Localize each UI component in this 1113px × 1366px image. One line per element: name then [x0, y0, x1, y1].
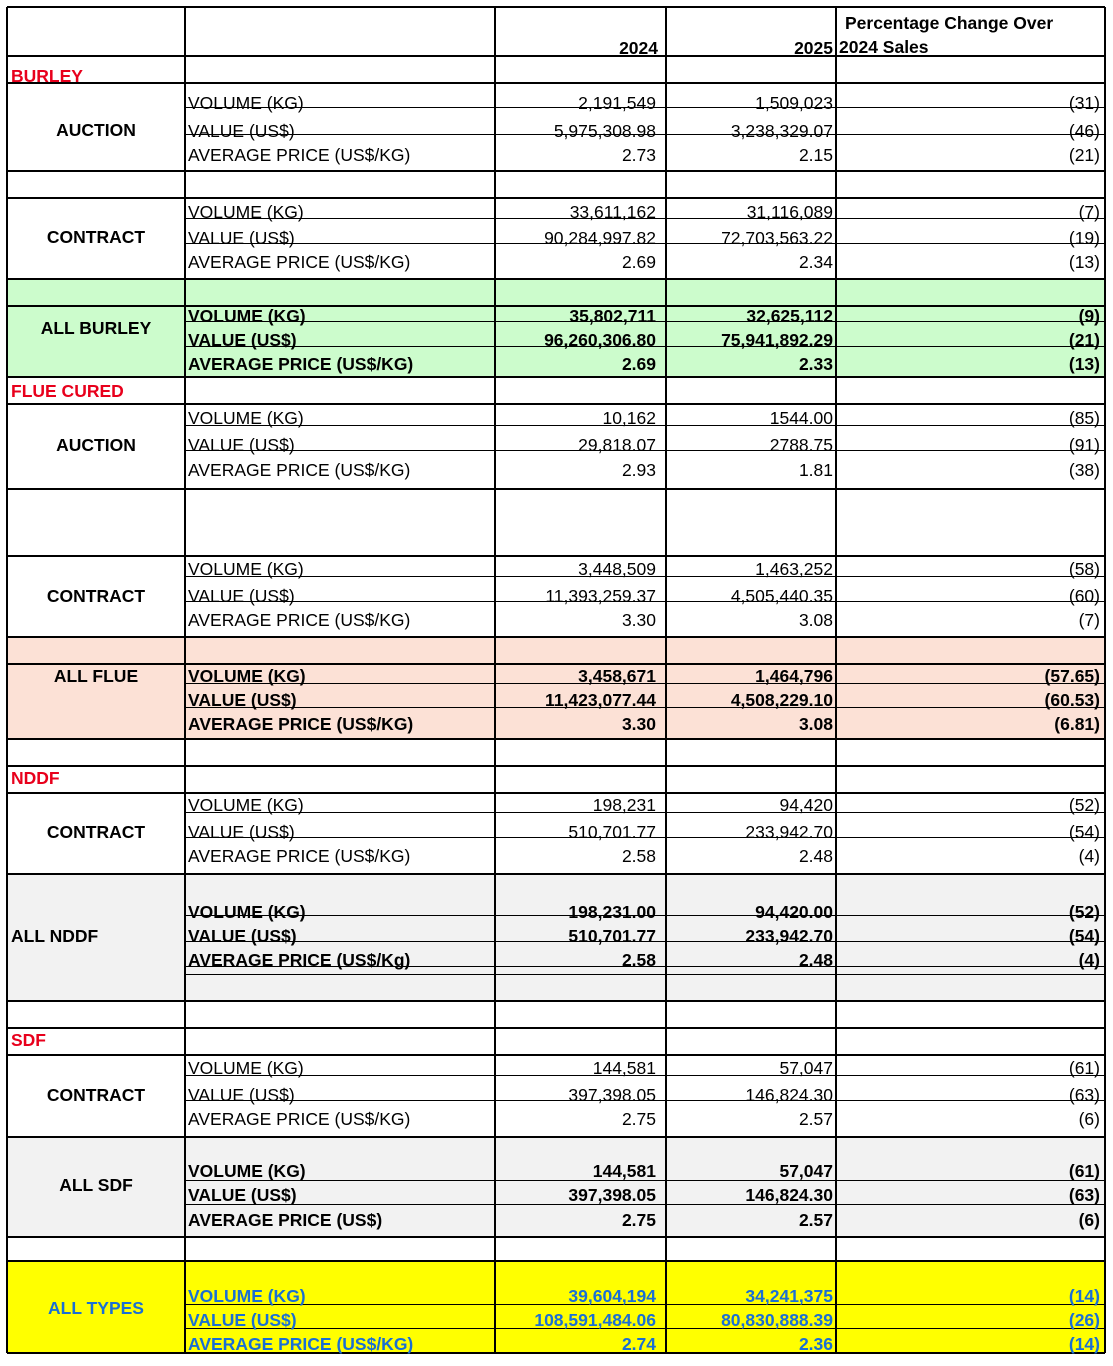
grid-vline [184, 7, 186, 1353]
value-2025: 2.34 [798, 252, 833, 272]
grid-hline [7, 197, 1105, 199]
value-2024: 2.69 [621, 252, 656, 272]
value-2024: 144,581 [592, 1161, 656, 1181]
grid-row-separator [185, 974, 1105, 975]
value-2025: 2.15 [798, 145, 833, 165]
value-2024: 3.30 [621, 610, 656, 630]
metric-label: AVERAGE PRICE (US$/KG) [188, 460, 411, 480]
value-2025: 2.33 [798, 354, 833, 374]
metric-label: VALUE (US$) [188, 822, 295, 842]
value-2025: 233,942.70 [745, 926, 833, 946]
pct-change: (6.81) [1054, 714, 1100, 734]
contract-label: CONTRACT [46, 586, 146, 606]
pct-change: (7) [1078, 202, 1100, 222]
grid-hline [7, 792, 1105, 794]
value-2024: 11,423,077.44 [545, 690, 656, 710]
pct-change: (9) [1078, 306, 1100, 326]
pct-change: (19) [1068, 228, 1100, 248]
value-2025: 34,241,375 [745, 1286, 833, 1306]
value-2024: 3.30 [621, 714, 656, 734]
value-2025: 3.08 [798, 610, 833, 630]
all-sdf-label: ALL SDF [59, 1175, 133, 1195]
grid-hline [7, 1027, 1105, 1029]
grid-hline [7, 1054, 1105, 1056]
value-2024: 2.69 [621, 354, 656, 374]
metric-label: VALUE (US$) [188, 121, 295, 141]
metric-label: VALUE (US$) [188, 435, 295, 455]
pct-change: (31) [1068, 93, 1100, 113]
value-2024: 90,284,997.82 [544, 228, 656, 248]
grid-hline [7, 305, 1105, 307]
value-2025: 2.48 [798, 846, 833, 866]
metric-label: VOLUME (KG) [188, 795, 304, 815]
pct-change: (26) [1068, 1310, 1100, 1330]
value-2024: 397,398.05 [568, 1085, 656, 1105]
value-2024: 2.58 [621, 950, 656, 970]
metric-label: VALUE (US$) [188, 1185, 297, 1205]
value-2025: 1,509,023 [755, 93, 833, 113]
grid-hline [7, 738, 1105, 740]
contract-label: CONTRACT [46, 1085, 146, 1105]
value-2025: 80,830,888.39 [721, 1310, 833, 1330]
metric-label: AVERAGE PRICE (US$/KG) [188, 1109, 411, 1129]
metric-label: AVERAGE PRICE (US$/KG) [188, 1334, 414, 1354]
metric-label: VOLUME (KG) [188, 1161, 306, 1181]
value-2024: 108,591,484.06 [534, 1310, 656, 1330]
section-title-nddf: NDDF [11, 768, 60, 788]
value-2025: 1544.00 [769, 408, 833, 428]
value-2025: 94,420.00 [755, 902, 833, 922]
value-2025: 2.36 [798, 1334, 833, 1354]
grid-hline [7, 1260, 1105, 1262]
pct-change: (54) [1068, 926, 1100, 946]
grid-hline [7, 403, 1105, 405]
value-2024: 510,701.77 [568, 926, 656, 946]
tobacco-sales-table [7, 7, 1105, 1353]
auction-label: AUCTION [56, 435, 136, 455]
grid-hline [7, 663, 1105, 665]
value-2024: 397,398.05 [568, 1185, 656, 1205]
metric-label: VOLUME (KG) [188, 666, 306, 686]
grid-hline [7, 278, 1105, 280]
value-2025: 233,942.70 [745, 822, 833, 842]
value-2025: 2788.75 [769, 435, 833, 455]
value-2025: 4,505,440.35 [730, 586, 833, 606]
metric-label: AVERAGE PRICE (US$/KG) [188, 610, 411, 630]
pct-change: (14) [1068, 1334, 1100, 1354]
pct-change: (21) [1068, 330, 1100, 350]
pct-change: (21) [1068, 145, 1100, 165]
grid-hline [7, 555, 1105, 557]
pct-change: (38) [1068, 460, 1100, 480]
section-title-burley: BURLEY [11, 66, 83, 86]
metric-label: VALUE (US$) [188, 586, 295, 606]
all-types-label: ALL TYPES [48, 1298, 144, 1318]
column-header-2024: 2024 [619, 38, 658, 58]
metric-label: AVERAGE PRICE (US$) [188, 1210, 383, 1230]
value-2024: 11,393,259.37 [545, 586, 656, 606]
grid-vline [665, 7, 667, 1353]
pct-change: (85) [1068, 408, 1100, 428]
metric-label: VOLUME (KG) [188, 1058, 304, 1078]
pct-change: (54) [1068, 822, 1100, 842]
pct-change: (6) [1078, 1210, 1100, 1230]
value-2024: 2.75 [621, 1109, 656, 1129]
value-2025: 1,464,796 [755, 666, 833, 686]
metric-label: AVERAGE PRICE (US$/Kg) [188, 950, 411, 970]
section-title-sdf: SDF [11, 1030, 46, 1050]
column-header-2025: 2025 [794, 38, 833, 58]
value-2024: 2.93 [621, 460, 656, 480]
metric-label: VOLUME (KG) [188, 306, 306, 326]
value-2025: 57,047 [779, 1161, 833, 1181]
pct-change: (63) [1068, 1085, 1100, 1105]
value-2025: 146,824.30 [745, 1185, 833, 1205]
all-nddf-label: ALL NDDF [11, 926, 99, 946]
pct-change: (46) [1068, 121, 1100, 141]
value-2024: 2.75 [621, 1210, 656, 1230]
value-2024: 2.74 [621, 1334, 656, 1354]
pct-change: (14) [1068, 1286, 1100, 1306]
contract-label: CONTRACT [46, 822, 146, 842]
value-2025: 72,703,563.22 [721, 228, 833, 248]
value-2024: 29,818.07 [578, 435, 656, 455]
value-2024: 198,231.00 [568, 902, 656, 922]
pct-change: (4) [1078, 846, 1100, 866]
metric-label: VOLUME (KG) [188, 559, 304, 579]
value-2024: 144,581 [592, 1058, 656, 1078]
value-2025: 57,047 [779, 1058, 833, 1078]
value-2025: 32,625,112 [746, 306, 833, 326]
metric-label: VOLUME (KG) [188, 1286, 306, 1306]
pct-change: (4) [1078, 950, 1100, 970]
value-2024: 3,458,671 [578, 666, 656, 686]
value-2024: 3,448,509 [578, 559, 656, 579]
metric-label: AVERAGE PRICE (US$/KG) [188, 145, 411, 165]
pct-change: (60.53) [1044, 690, 1100, 710]
metric-label: VOLUME (KG) [188, 202, 304, 222]
value-2025: 146,824.30 [745, 1085, 833, 1105]
value-2025: 1.81 [798, 460, 833, 480]
metric-label: VOLUME (KG) [188, 93, 304, 113]
value-2025: 2.48 [798, 950, 833, 970]
pct-change: (13) [1068, 354, 1100, 374]
metric-label: VOLUME (KG) [188, 408, 304, 428]
section-title-flue-cured: FLUE CURED [11, 381, 124, 401]
pct-change: (57.65) [1044, 666, 1100, 686]
pct-change: (7) [1078, 610, 1100, 630]
column-header-pct-line2: 2024 Sales [839, 37, 929, 57]
grid-hline [7, 765, 1105, 767]
value-2024: 39,604,194 [568, 1286, 656, 1306]
metric-label: AVERAGE PRICE (US$/KG) [188, 354, 414, 374]
value-2025: 1,463,252 [755, 559, 833, 579]
contract-label: CONTRACT [46, 227, 146, 247]
value-2024: 35,802,711 [569, 306, 656, 326]
pct-change: (52) [1068, 902, 1100, 922]
grid-vline [835, 7, 837, 1353]
pct-change: (13) [1068, 252, 1100, 272]
pct-change: (6) [1078, 1109, 1100, 1129]
value-2024: 2.58 [621, 846, 656, 866]
value-2024: 510,701.77 [568, 822, 656, 842]
value-2025: 2.57 [798, 1210, 833, 1230]
pct-change: (52) [1068, 795, 1100, 815]
pct-change: (60) [1068, 586, 1100, 606]
grid-hline [7, 170, 1105, 172]
grid-hline [7, 6, 1105, 8]
pct-change: (63) [1068, 1185, 1100, 1205]
value-2025: 31,116,089 [746, 202, 833, 222]
metric-label: VALUE (US$) [188, 926, 297, 946]
value-2024: 33,611,162 [569, 202, 656, 222]
grid-vline [6, 7, 8, 1353]
metric-label: VALUE (US$) [188, 1085, 295, 1105]
pct-change: (91) [1068, 435, 1100, 455]
value-2025: 2.57 [798, 1109, 833, 1129]
metric-label: VALUE (US$) [188, 330, 297, 350]
metric-label: VALUE (US$) [188, 690, 297, 710]
metric-label: VALUE (US$) [188, 1310, 297, 1330]
grid-hline [7, 376, 1105, 378]
metric-label: AVERAGE PRICE (US$/KG) [188, 252, 411, 272]
value-2024: 198,231 [592, 795, 656, 815]
grid-hline [7, 873, 1105, 875]
value-2024: 2.73 [621, 145, 656, 165]
metric-label: AVERAGE PRICE (US$/KG) [188, 846, 411, 866]
value-2025: 3.08 [798, 714, 833, 734]
grid-hline [7, 636, 1105, 638]
auction-label: AUCTION [56, 120, 136, 140]
grid-vline [1104, 7, 1106, 1353]
pct-change: (58) [1068, 559, 1100, 579]
value-2025: 4,508,229.10 [730, 690, 833, 710]
all-flue-label: ALL FLUE [53, 666, 139, 686]
grid-hline [7, 1236, 1105, 1238]
grid-vline [494, 7, 496, 1353]
value-2025: 3,238,329.07 [730, 121, 833, 141]
value-2024: 2,191,549 [578, 93, 656, 113]
value-2024: 5,975,308.98 [553, 121, 656, 141]
value-2025: 75,941,892.29 [721, 330, 833, 350]
pct-change: (61) [1068, 1058, 1100, 1078]
grid-hline [7, 488, 1105, 490]
column-header-pct-line1: Percentage Change Over [845, 13, 1054, 33]
metric-label: AVERAGE PRICE (US$/KG) [188, 714, 414, 734]
value-2024: 96,260,306.80 [544, 330, 656, 350]
all-burley-label: ALL BURLEY [40, 318, 152, 338]
value-2025: 94,420 [779, 795, 833, 815]
grid-hline [7, 1136, 1105, 1138]
grid-hline [7, 1000, 1105, 1002]
metric-label: VOLUME (KG) [188, 902, 306, 922]
value-2024: 10,162 [602, 408, 656, 428]
pct-change: (61) [1068, 1161, 1100, 1181]
metric-label: VALUE (US$) [188, 228, 295, 248]
